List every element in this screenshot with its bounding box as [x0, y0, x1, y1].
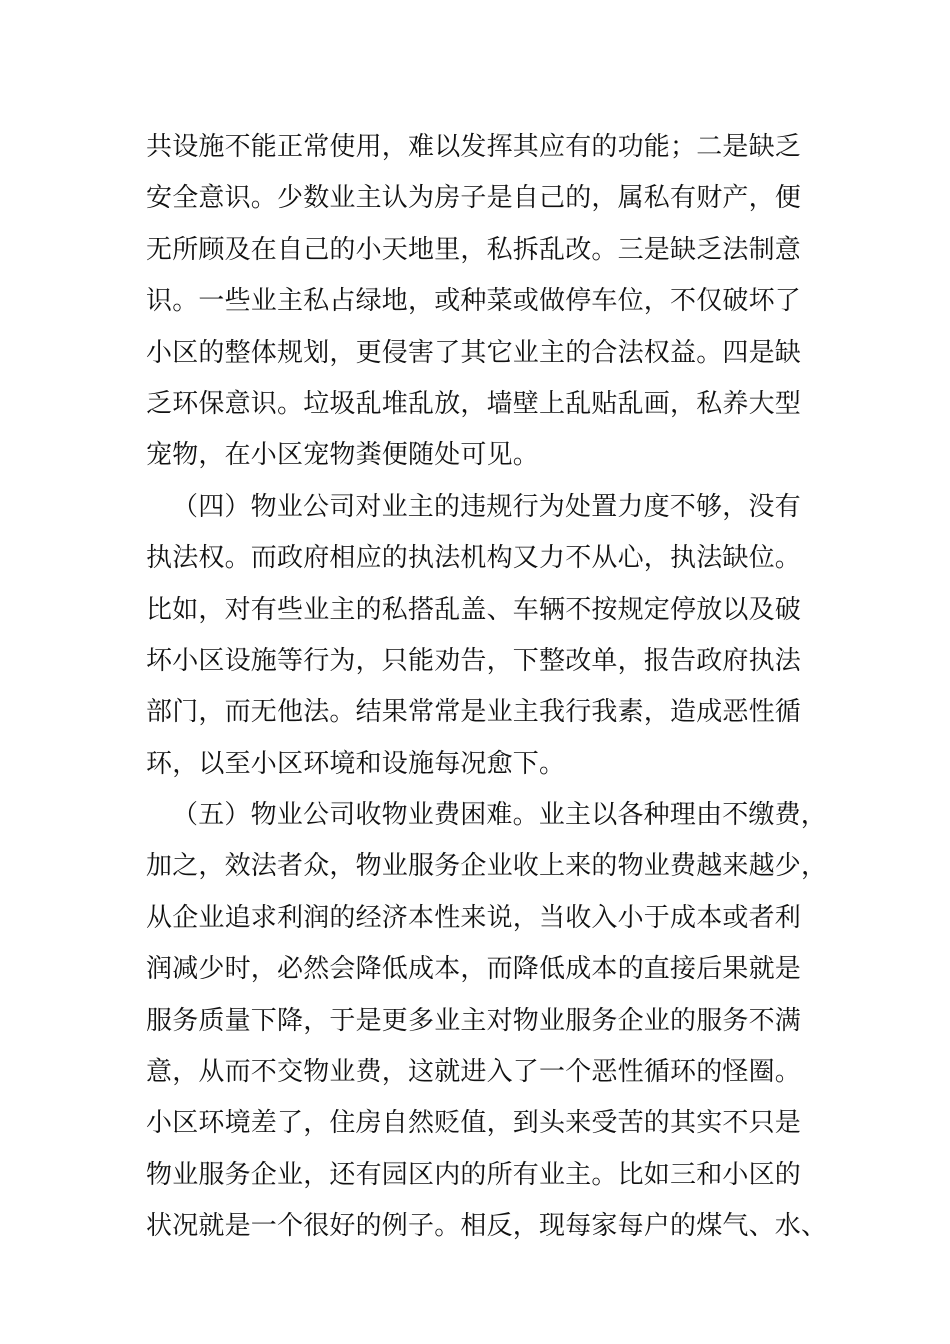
text-line: 安全意识。少数业主认为房子是自己的，属私有财产，便	[146, 183, 802, 214]
text-line: 从企业追求利润的经济本性来说，当收入小于成本或者利	[146, 902, 802, 933]
text-line: 物业服务企业，还有园区内的所有业主。比如三和小区的	[146, 1159, 802, 1190]
text-line: 小区环境差了，住房自然贬值，到头来受苦的其实不只是	[146, 1108, 802, 1139]
text-line: 共设施不能正常使用，难以发挥其应有的功能；二是缺乏	[146, 132, 802, 162]
text-line: 部门，而无他法。结果常常是业主我行我素，造成恶性循	[146, 697, 802, 728]
text-line: 小区的整体规划，更侵害了其它业主的合法权益。四是缺	[146, 337, 802, 368]
text-line: 状况就是一个很好的例子。相反，现每家每户的煤气、水、	[146, 1211, 828, 1242]
text-line: 比如，对有些业主的私搭乱盖、车辆不按规定停放以及破	[146, 594, 802, 625]
text-line: 乏环保意识。垃圾乱堆乱放，墙壁上乱贴乱画，私养大型	[146, 388, 802, 419]
text-line: 服务质量下降，于是更多业主对物业服务企业的服务不满	[146, 1005, 802, 1036]
body-text	[146, 122, 828, 1253]
paragraph-start-line: （五）物业公司收物业费困难。业主以各种理由不缴费，	[172, 800, 828, 831]
text-line: 宠物，在小区宠物粪便随处可见。	[146, 440, 540, 471]
paragraph-start-line: （四）物业公司对业主的违规行为处置力度不够，没有	[172, 491, 801, 522]
text-line: 执法权。而政府相应的执法机构又力不从心，执法缺位。	[146, 543, 802, 574]
text-line: 润减少时，必然会降低成本，而降低成本的直接后果就是	[146, 954, 802, 985]
text-line: 环，以至小区环境和设施每况愈下。	[146, 748, 566, 779]
text-line: 意，从而不交物业费，这就进入了一个恶性循环的怪圈。	[146, 1057, 802, 1088]
text-line: 识。一些业主私占绿地，或种菜或做停车位，不仅破坏了	[146, 286, 802, 317]
text-line: 坏小区设施等行为，只能劝告，下整改单，报告政府执法	[146, 645, 802, 676]
text-line: 无所顾及在自己的小天地里，私拆乱改。三是缺乏法制意	[146, 234, 802, 265]
text-line: 加之，效法者众，物业服务企业收上来的物业费越来越少，	[146, 851, 828, 882]
